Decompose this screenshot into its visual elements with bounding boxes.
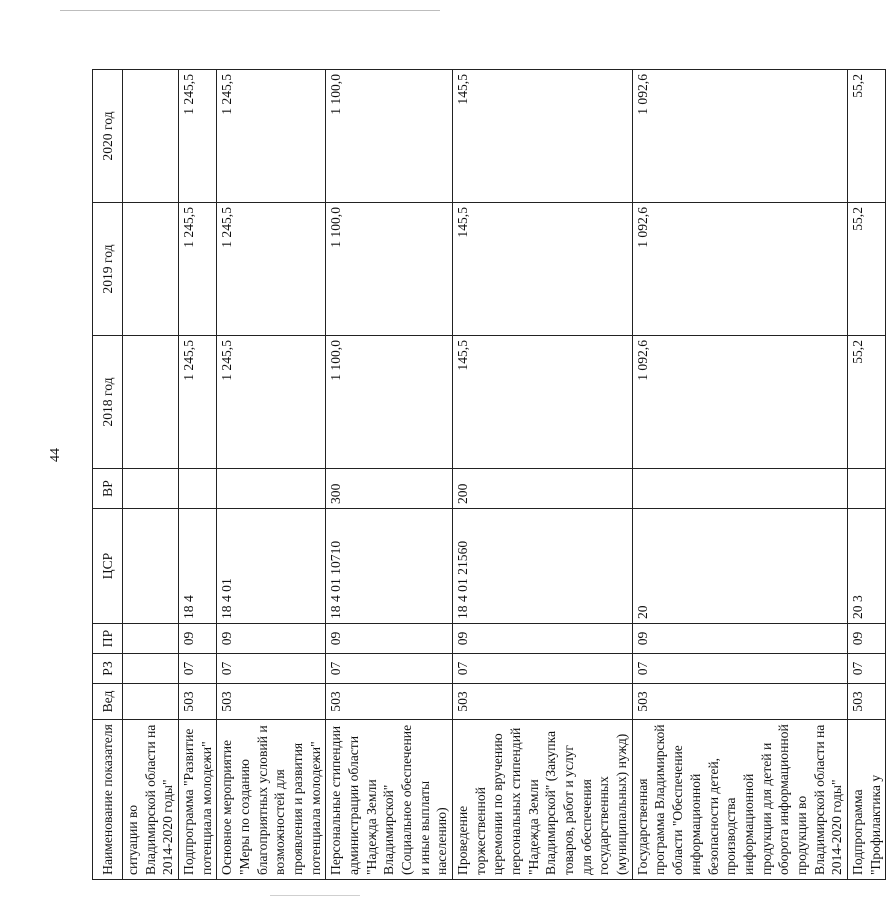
cell-vr (179, 469, 217, 509)
cell-csr: 20 3 (847, 509, 885, 624)
cell-name: ситуации во Владимирской области на 2014-2020 годы" (123, 720, 179, 880)
header-ved: Вед (93, 684, 123, 720)
cell-vr (217, 469, 326, 509)
header-name: Наименование показателя (93, 720, 123, 880)
cell-2018: 1 092,6 (632, 336, 847, 469)
cell-pr: 09 (179, 624, 217, 654)
table-row (632, 70, 847, 880)
table-row (179, 70, 217, 880)
cell-2020: 145,5 (453, 70, 633, 203)
header-2019: 2019 год (93, 203, 123, 336)
cell-name: Персональные стипендии администрации области "Надежда Земли Владимирской" (Социальное обеспечение и иные выплаты населению) (326, 720, 453, 880)
cell-name: Проведение торжественной церемонии по вручению персональных стипендий "Надежда Земли Владимирской" (Закупка товаров, работ и услуг для обеспечения государственных (муниципальных) нужд) (453, 720, 633, 880)
cell-csr: 20 (632, 509, 847, 624)
table-header-row (93, 70, 123, 880)
cell-rz: 07 (179, 654, 217, 684)
cell-2019 (123, 203, 179, 336)
cell-rz: 07 (847, 654, 885, 684)
cell-rz: 07 (453, 654, 633, 684)
cell-2019: 1 245,5 (217, 203, 326, 336)
cell-ved: 503 (453, 684, 633, 720)
scan-bottom-edge (270, 895, 360, 896)
header-2020: 2020 год (93, 70, 123, 203)
header-csr: ЦСР (93, 509, 123, 624)
rotated-table-container (92, 70, 883, 880)
cell-vr (123, 469, 179, 509)
cell-ved: 503 (847, 684, 885, 720)
cell-ved: 503 (632, 684, 847, 720)
cell-2018: 1 100,0 (326, 336, 453, 469)
cell-csr: 18 4 (179, 509, 217, 624)
header-2018: 2018 год (93, 336, 123, 469)
cell-2019: 1 100,0 (326, 203, 453, 336)
cell-pr (123, 624, 179, 654)
cell-2019: 55,2 (847, 203, 885, 336)
cell-csr: 18 4 01 10710 (326, 509, 453, 624)
cell-rz: 07 (217, 654, 326, 684)
table-row (123, 70, 179, 880)
table-row (217, 70, 326, 880)
cell-rz: 07 (632, 654, 847, 684)
budget-table (92, 69, 886, 880)
cell-2019: 145,5 (453, 203, 633, 336)
cell-name: Государственная программа Владимирской области "Обеспечение информационной безопасности детей, производства информационной продукции для детей и оборота информационной продукции во Владимирской области на 2014-2020 годы" (632, 720, 847, 880)
cell-2018: 55,2 (847, 336, 885, 469)
cell-ved: 503 (179, 684, 217, 720)
cell-vr: 200 (453, 469, 633, 509)
cell-vr (632, 469, 847, 509)
cell-vr: 300 (326, 469, 453, 509)
cell-pr: 09 (632, 624, 847, 654)
cell-2020 (123, 70, 179, 203)
cell-2018: 1 245,5 (217, 336, 326, 469)
table-body (123, 70, 886, 880)
header-pr: ПР (93, 624, 123, 654)
cell-rz (123, 654, 179, 684)
cell-name: Основное мероприятие "Меры по созданию благоприятных условий и возможностей для проявления и развития потенциала молодежи" (217, 720, 326, 880)
table-row (326, 70, 453, 880)
table-row (453, 70, 633, 880)
scan-top-edge (60, 10, 440, 11)
cell-2018 (123, 336, 179, 469)
cell-2018: 145,5 (453, 336, 633, 469)
cell-ved: 503 (217, 684, 326, 720)
cell-pr: 09 (847, 624, 885, 654)
cell-rz: 07 (326, 654, 453, 684)
cell-2018: 1 245,5 (179, 336, 217, 469)
table-row (847, 70, 885, 880)
cell-pr: 09 (453, 624, 633, 654)
cell-vr (847, 469, 885, 509)
cell-2020: 1 100,0 (326, 70, 453, 203)
cell-csr (123, 509, 179, 624)
cell-2020: 1 245,5 (217, 70, 326, 203)
cell-name: Подпрограмма "Профилактика у (847, 720, 885, 880)
cell-ved: 503 (326, 684, 453, 720)
cell-pr: 09 (217, 624, 326, 654)
cell-ved (123, 684, 179, 720)
cell-pr: 09 (326, 624, 453, 654)
cell-csr: 18 4 01 (217, 509, 326, 624)
cell-2020: 1 245,5 (179, 70, 217, 203)
cell-2020: 1 092,6 (632, 70, 847, 203)
cell-2020: 55,2 (847, 70, 885, 203)
header-vr: ВР (93, 469, 123, 509)
header-rz: РЗ (93, 654, 123, 684)
cell-csr: 18 4 01 21560 (453, 509, 633, 624)
cell-2019: 1 245,5 (179, 203, 217, 336)
cell-name: Подпрограмма "Развитие потенциала молодежи" (179, 720, 217, 880)
page-number: 44 (48, 448, 63, 462)
cell-2019: 1 092,6 (632, 203, 847, 336)
